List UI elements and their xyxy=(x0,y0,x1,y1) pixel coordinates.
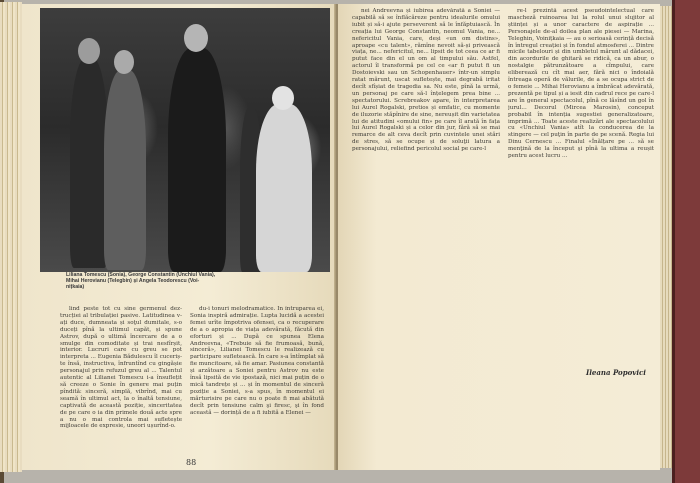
right-page-column-2 xyxy=(508,8,654,364)
page-stack-left xyxy=(0,2,22,472)
page-number: 88 xyxy=(186,458,197,467)
left-page-column-1 xyxy=(60,306,182,454)
body-text: du-i tonuri melodramatice. În întruparea ei, Sonia inspiră admirație. Lupta lucidă a acestei femei urîte împotriva ofensei, ca o recuperare de a o apropia de viața adevărată, făcută din eforturi și ... După ce spunea Elena Andreevna, «Trebuie să fie frumoasă, bună, sinceră», Lilianei Tomescu le realizează cu participare sufletească. În care s-a întîmplat să fie muncitoare, să fie amar. Pasiunea constantă și arzătoare a Soniei pentru Astrov nu este însă lipsită de vie ipostază, nici mai puțin de o mică tandrețe și ... și în momentul de sinceră poziție a Soniei, s-a spus, în momentul ei mărturisire pe care nu o poate fi mai abătută decît prin tensiune calm şi firesc, şi în fond această — dorință de a fi iubită a Elenei — xyxy=(190,306,324,416)
right-page-column-1 xyxy=(352,8,500,460)
body-text: re-l prezintă acest pseudointelectual care mascheză ruinoarea lui la rolul unui slujitor al științei și a unor caractere de aspirație ... Personajele de-al doilea plan ale piesei — Marina, Teleghin, Voinițkaia — au o serioasă cerință decisă în întregul creației și în fondul atmosferei ... Dintre micile tabelouri și din umbletul mărunt al dădacei, din acordurile de ghitară se ridică, ca un abur, o nostalgie pătrunzătoare a cîmpului, care eliberează cu cît mai aer, fără nici o îndoială întreaga operă de vălurile, de a se ocupa strict de o femeie ... Mihai Herovianu a îmbrăcat adevărată, prezentă pe tipul și a iesit din cadrul rece pe care-l are în general spectacolul, pînă ce lăsînd un gol în jurul... Decorul (Mircea Marosin), conceput probabil în intenția sugestiei generalizatoare, imprimă ... Toate aceste realizări ale spectacolului cu «Unchiul Vania» atît la conducerea de la stingere — cel puţin în parte de pe scenă. Regia lui Dinu Cernescu ... Finalul «Înălțare pe ... să se menţină de la început şi pînă la ultima a reușit pentru acest lucru ... xyxy=(508,8,654,160)
author-signature: Ileana Popovici xyxy=(586,368,646,377)
stage-photograph xyxy=(40,8,330,272)
page-stack-right xyxy=(660,6,672,468)
caption-line: Mihai Herovianu (Telegbin) și Angela Teodorescu (Voi- xyxy=(66,278,200,284)
left-page-column-2 xyxy=(190,306,324,454)
caption-line: Liliana Tomescu (Sonia), George Constantin (Unchiul Vania), xyxy=(66,272,216,278)
body-text: nei Andreevna și iubirea adevărată a Soniei — capabilă să se înflăcăreze pentru idealurile omului iubit și să-i ajute perseverent să le înfăptuiască. În creația lui George Constantin, neomul Vania, ne... nefericitul Vania, care, deși «un om distins», aproape «cu talent», rămîne nevoit să-și privească viața, ne... nefericitul, ne... lipsit de tot ceea ce ar fi putut face din el un om al timpului său. Astfel, actorul îl transformă pe cel ce «ar fi putut fi un Dostoievski sau un Schopenhauer» într-un simplu ratat mărunt, uscat sufletește, mai degrabă iritat decît sfîșiat de tragedia sa. Nu este, pînă la urmă, un personaj pe care să-l înțelegem prea bine ... spectatorului. Screbreakov apare, în interpretarea lui Aurel Rogalski, pretios și emfatic, cu momente de iluzorie stăpînire de sine, nereușit din varietatea lui de atitudini «omului fin» pe care îl arată în fața lui Aurel Rogalski și a celor din jur, fără să se mai remarce de alt ceva decît prin cuvintele unei stări de stres, să se ocupe și de soluţii latura a personajului, reliefind pericolul social pe care-l xyxy=(352,8,500,153)
photo-caption xyxy=(66,272,328,306)
book-cover-right xyxy=(672,0,700,483)
body-text: lind peste tot cu sine germenul deztrucției al tribulației pasive. Latitudinea v-ați duce, dumneata și soţul dumitale, s-o duceți pînă la ultimul capăt, și spune Astrov, după o ultimă încercare de a o smulge din comoditate și trai nesfîrșit, interior. Lucruri care cu greu se pot interpreta ... Eugenia Bădulescu îl cuceriște însă, instructiva, înfruntînd cu gingășie personajul prin refuzul greu al ... Talentul autentic al Lilianei Tomescu i-a însuflețit să creeze o Sonie în genere mai puțin pîndită: sinceră, simplă, vibrînd, mai cu seamă în ultimul act, la o înaltă tensiune, captivată de această poziție, sinceritatea de pe care o ia din primele două acte spre a nu o mai controla mai sufletește mijloacele de expresie, uneori ușurînd-o. xyxy=(60,306,182,430)
caption-line: nițkaia) xyxy=(66,284,85,290)
